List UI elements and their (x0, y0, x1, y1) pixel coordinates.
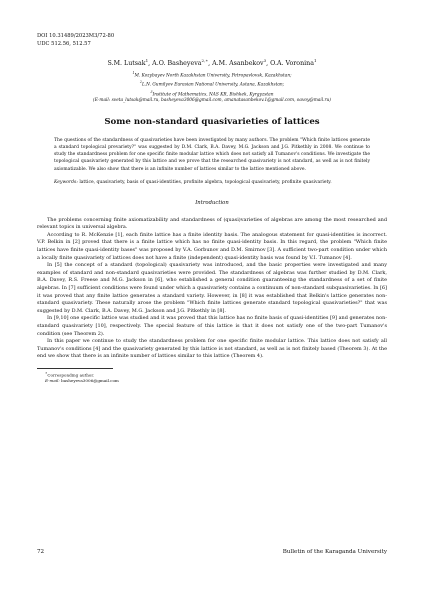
body-text (37, 217, 387, 361)
footnote-mark: ∗ (45, 370, 48, 375)
author-affiliation-mark: 3 (263, 58, 267, 64)
affiliation-line: $^2$L.N. Gumilyov Eurasian National University, Astana, Kazakhstan; (139, 80, 285, 88)
author-list: S.M. Lutsak$^1$, A.O. Basheyeva$^{2,∗}$, A.M. Asanbekov$^3$, O.A. Voronina$^1$ (107, 58, 317, 68)
affiliation-line: $^3$Institute of Mathematics, NAS KR, Bishkek, Kyrgyzstan (150, 89, 274, 97)
paragraph: In this paper we continue to study the standardness problem for one specific finite modular lattice. This lattice does not satisfy all Tumanov's conditions [4] and the quasivariety generated by this lattice is not standard, as well as is not finitely based (Theorem 3). At the end we show that there is an infinite number of lattices similar to this lattice (Theorem 4). (37, 338, 387, 360)
page-footer (37, 549, 387, 557)
paragraph: In [5] the concept of a standard (topological) quasivariety was introduced, and the basic properties were investigated and many examples of standard and non-standard quasivarieties were provided. The standardness of algebras was further studied by D.M. Clark, B.A. Davey, R.S. Freese and M.G. Jackson in [6], who established a general condition guaranteeing the standardness of a set of finite algebras. In [7] sufficient conditions were found under which a quasivariety contains a continuum of non-standard subquasivarieties. In [6] it was proved that any finite lattice generates a standard variety. However, in [8] it was established that Belkin's lattice generates non-standard quasivariety. These naturally arose the problem "Which finite lattices generate standard topological quasivarieties?" that was suggested by D.M. Clark, B.A. Davey, M.G. Jackson and J.G. Pitkethly in [8]. (37, 262, 387, 314)
footnote-email: E-mail: basheyeva3006@gmail.com (45, 378, 119, 384)
udc-line: UDC 512.56, 512.57 (37, 41, 91, 48)
journal-name: Bulletin of the Karaganda University (282, 549, 387, 555)
paragraph: The problems concerning finite axiomatizability and standardness of (quasi)varieties of algebras are among the most researched and relevant topics in universal algebra. (37, 216, 387, 231)
section-heading: Introduction (195, 199, 229, 206)
author-name: S.M. Lutsak (107, 60, 146, 68)
author-affiliation-mark: 1 (145, 58, 149, 64)
emails-line: (E-mail: sveta_lutsak@mail.ru, basheyeva3006@gmail.com, amanatasanbekov.1@gmail.com, oavoy@mail.ru) (93, 98, 331, 104)
paper-title: Some non-standard quasivarieties of lattices (104, 117, 320, 128)
author-name: A.M. Asanbekov (212, 60, 264, 68)
author-name: A.O. Basheyeva (152, 60, 202, 68)
paragraph: In [9,10] one specific lattice was studied and it was proved that this lattice has no finite basis of quasi-identities [9] and generates non-standard quasivariety [10], respectively. The special feature of this lattice is that it does not satisfy one of the two-part Tumanov's condition (see Theorem 2). (37, 315, 387, 337)
footnote-corresponding: ∗Corresponding author. (45, 370, 95, 378)
author-affiliation-mark: 2,∗ (201, 58, 209, 64)
paragraph: According to R. McKenzie [1], each finite lattice has a finite identity basis. The analogous statement for quasi-identities is incorrect. V.P. Belkin in [2] proved that there is a finite lattice which has no finite quasi-identity basis. In this regard, the problem "Which finite lattices have finite quasi-identity bases" was proposed by V.A. Gorbunov and D.M. Smirnov [3]. A sufficient two-part condition under which a locally finite quasivariety of lattices does not have a finite (independent) quasi-identity basis was found by V.I. Tumanov [4]. (37, 231, 387, 261)
footnote (37, 371, 387, 384)
affiliation-line: $^1$M. Kozybayev North Kazakhstan University, Petropavlovsk, Kazakhstan; (132, 70, 292, 78)
keywords (37, 179, 387, 186)
keywords-text: lattice, quasivariety, basis of quasi-identities, profinite algebra, topological quasivariety, profinite quasivariety. (79, 179, 332, 185)
keywords-label: Keywords: (54, 179, 78, 185)
author-name: O.A. Voronina (270, 60, 314, 68)
page-number: 72 (37, 549, 45, 555)
abstract: The questions of the standardness of quasivarieties have been investigated by many authors. The problem "Which finite lattices generate a standard topological prevariety?" was suggested by D.M. Clark, B.A. Davey, M.G. Jackson and J.G. Pitkethly in 2008. We continue to study the standardness problem for one specific finite modular lattice which does not satisfy all Tumanov's conditions. We investigate the topological quasivariety generated by this lattice and we prove that the researched quasivariety is not standard, as well as is not finitely axiomatizable. We also show that there is an infinite number of lattices similar to the lattice mentioned above. (54, 138, 370, 172)
email-link[interactable]: basheyeva3006@gmail.com (61, 378, 119, 384)
affiliation-block (37, 70, 387, 105)
footnote-rule (37, 368, 113, 369)
doi-line: DOI 10.31489/2023M3/72-80 (37, 33, 115, 39)
author-affiliation-mark: 1 (313, 58, 317, 64)
